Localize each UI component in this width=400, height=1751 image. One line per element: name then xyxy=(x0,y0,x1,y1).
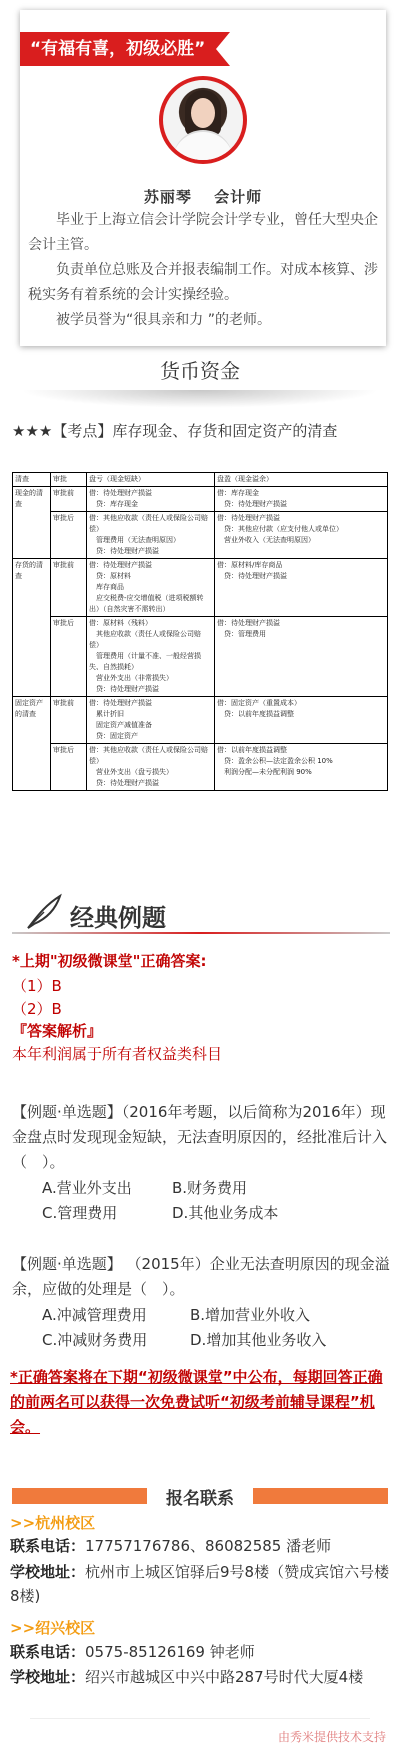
campus-address xyxy=(10,1665,392,1689)
table-row xyxy=(13,487,388,512)
answer-item: （2）B xyxy=(12,1000,62,1018)
option-b: B.增加营业外收入 xyxy=(190,1306,311,1324)
bio-paragraph: 毕业于上海立信会计学院会计学专业，曾任大型央企会计主管。 xyxy=(28,212,378,253)
table-cell: 审批前 xyxy=(51,487,87,512)
table-header: 盘亏（现金短缺） xyxy=(87,473,215,487)
table-cell: 借：原材料/库存商品 贷：待处理财产损溢 xyxy=(215,559,388,617)
option-d: D.增加其他业务收入 xyxy=(190,1331,327,1349)
table-header: 盘盈（现金溢余） xyxy=(215,473,388,487)
table-cell: 借：待处理财产损溢 贷：库存现金 xyxy=(87,487,215,512)
table-cell: 审批后 xyxy=(51,512,87,559)
answer-item: （1）B xyxy=(12,977,62,995)
question-1: 【例题·单选题】（2016年考题，以后简称为2016年）现金盘点时发现现金短缺，无法查明原因的，经批准后计入（ ）。 xyxy=(12,1103,388,1171)
campus-name: >>绍兴校区 xyxy=(10,1619,96,1637)
table-cell: 审批后 xyxy=(51,617,87,697)
feather-pen-icon xyxy=(22,890,66,934)
table-cell: 借：其他应收款（责任人或保险公司赔偿） 管理费用（无法查明原因） 贷：待处理财产损溢 xyxy=(87,512,215,559)
table-cell: 借：待处理财产损溢 贷：管理费用 xyxy=(215,617,388,697)
examples-title: 经典例题 xyxy=(70,904,166,932)
table-header: 清查 xyxy=(13,473,51,487)
campus-phone xyxy=(10,1534,392,1558)
address-label: 学校地址： xyxy=(10,1668,86,1686)
option-a: A.营业外支出 xyxy=(42,1179,132,1197)
teacher-avatar xyxy=(159,76,247,164)
table-row xyxy=(13,617,388,697)
teacher-name: 苏丽琴 会计师 xyxy=(143,188,263,206)
analysis-heading: 『答案解析』 xyxy=(12,1022,103,1040)
table-cell: 审批前 xyxy=(51,697,87,744)
option-c: C.冲减财务费用 xyxy=(42,1331,148,1349)
answer-notice: *正确答案将在下期“初级微课堂”中公布，每期回答正确的前两名可以获得一次免费试听“初级考前辅导课程”机会。 xyxy=(10,1368,383,1436)
address-value: 杭州市上城区馆驿后9号8楼（赞成宾馆六号楼8楼) xyxy=(10,1563,390,1605)
table-cell: 借：固定资产（重置成本） 贷：以前年度损益调整 xyxy=(215,697,388,744)
table-cell: 借：待处理财产损溢 贷：原材料 库存商品 应交税费-应交增值税（进项税额转出）（自然灾害不需转出） xyxy=(87,559,215,617)
bio-paragraph: 负责单位总账及合并报表编制工作。对成本核算、涉税实务有着系统的会计实操经验。 xyxy=(28,262,378,303)
phone-label: 联系电话： xyxy=(10,1643,86,1661)
table-cell: 存货的清查 xyxy=(13,559,51,697)
phone-label: 联系电话： xyxy=(10,1537,86,1555)
table-cell: 审批前 xyxy=(51,559,87,617)
footer-credit[interactable]: 由秀米提供技术支持 xyxy=(277,1730,386,1744)
table-cell: 借：其他应收款（责任人或保险公司赔偿） 营业外支出（盘亏损失） 贷：待处理财产损溢 xyxy=(87,744,215,791)
contact-heading-bar xyxy=(12,1484,388,1509)
table-cell: 审批后 xyxy=(51,744,87,791)
phone-value[interactable]: 0575-85126169 钟老师 xyxy=(85,1643,255,1661)
section-title: 货币资金 xyxy=(160,359,240,383)
table-cell: 固定资产的清查 xyxy=(13,697,51,791)
table-cell: 现金的清查 xyxy=(13,487,51,559)
title-shadow-divider xyxy=(20,390,380,408)
campus-address xyxy=(10,1560,392,1608)
campus-phone xyxy=(10,1640,392,1664)
slogan-banner: “有福有喜，初级必胜” xyxy=(20,32,216,66)
key-point-heading: ★★★【考点】库存现金、存货和固定资产的清查 xyxy=(12,422,338,440)
table-row xyxy=(13,512,388,559)
table-row xyxy=(13,744,388,791)
option-a: A.冲减管理费用 xyxy=(42,1306,147,1324)
option-b: B.财务费用 xyxy=(172,1179,248,1197)
contact-title: 报名联系 xyxy=(166,1489,234,1509)
footer-divider xyxy=(30,1718,370,1719)
table-header: 审批 xyxy=(51,473,87,487)
table-cell: 借：原材料（残料） 其他应收款（责任人或保险公司赔偿） 管理费用（计量不准、一般经营损失、自然损耗） 营业外支出（非常损失） 贷：待处理财产损溢 xyxy=(87,617,215,697)
examples-divider xyxy=(12,932,390,934)
campus-name: >>杭州校区 xyxy=(10,1514,96,1532)
address-label: 学校地址： xyxy=(10,1563,86,1581)
bio-paragraph: 被学员誉为“很具亲和力 ”的老师。 xyxy=(56,312,271,328)
phone-value[interactable]: 17757176786、86082585 潘老师 xyxy=(85,1537,332,1555)
option-d: D.其他业务成本 xyxy=(172,1204,279,1222)
option-c: C.管理费用 xyxy=(42,1204,118,1222)
last-answer-heading: *上期"初级微课堂"正确答案: xyxy=(12,952,207,970)
table-cell: 借：待处理财产损溢 贷：其他应付款（应支付他人或单位） 营业外收入（无法查明原因） xyxy=(215,512,388,559)
inventory-check-table xyxy=(12,472,388,791)
table-row xyxy=(13,559,388,617)
table-row xyxy=(13,697,388,744)
table-cell: 借：以前年度损益调整 贷：盈余公积—法定盈余公积 10% 利润分配—未分配利润 90% xyxy=(215,744,388,791)
teacher-card xyxy=(20,10,386,346)
question-2: 【例题·单选题】 （2015年）企业无法查明原因的现金溢余，应做的处理是（ ）。 xyxy=(12,1255,390,1298)
analysis-text: 本年利润属于所有者权益类科目 xyxy=(12,1045,223,1063)
address-value: 绍兴市越城区中兴中路287号时代大厦4楼 xyxy=(85,1668,364,1686)
table-header-row xyxy=(13,473,388,487)
table-cell: 借：待处理财产损溢 累计折旧 固定资产减值准备 贷：固定资产 xyxy=(87,697,215,744)
table-cell: 借：库存现金 贷：待处理财产损溢 xyxy=(215,487,388,512)
teacher-bio xyxy=(28,208,378,333)
